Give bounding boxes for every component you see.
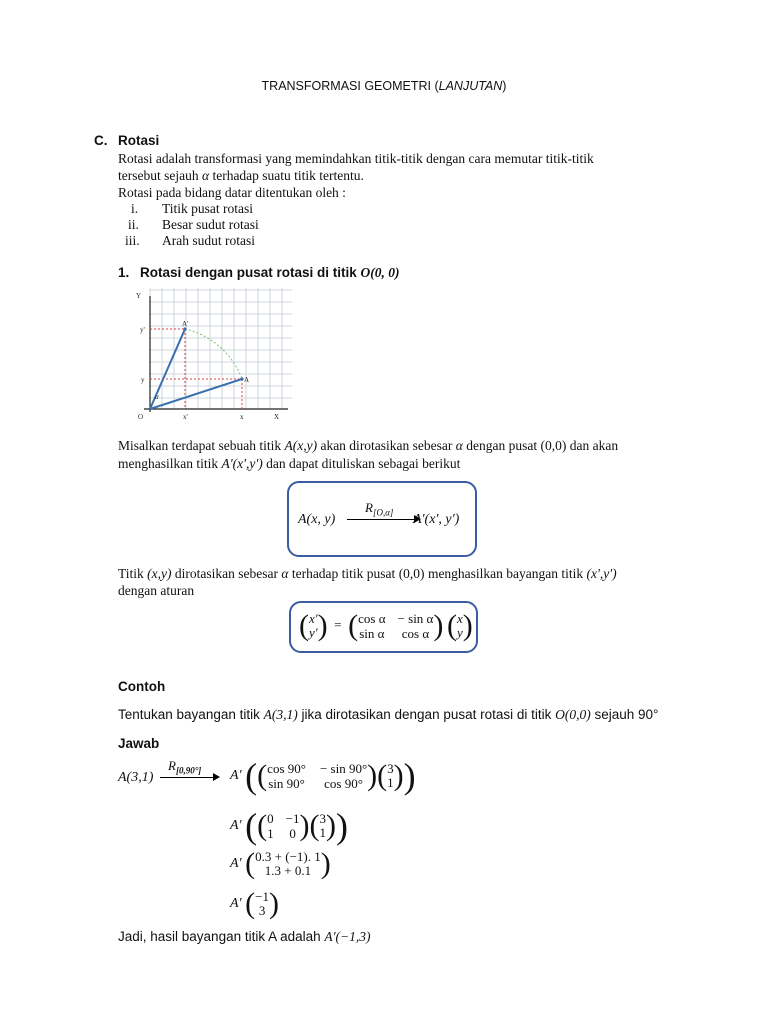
paren-left: (: [309, 809, 320, 842]
answer-operator-R: R: [168, 758, 176, 773]
map-operator-sub: [O,α]: [372, 507, 394, 518]
m-12: − sin α: [397, 611, 434, 626]
step2-vector: [310, 811, 337, 841]
paren-right: ): [326, 809, 337, 842]
intro-l2-pre: menghasilkan titik: [118, 456, 222, 471]
rotation-mapping-box: [287, 481, 477, 557]
paren-left: (: [348, 609, 359, 642]
label-A-prime: A': [182, 320, 189, 328]
rule-center: (0,0): [398, 566, 425, 581]
paren-right: ): [320, 847, 331, 880]
paren-right: ): [367, 759, 378, 792]
rule-l1-mid2: terhadap titik pusat: [288, 566, 399, 581]
paren-right: ): [336, 806, 349, 846]
subheading-1-point: O(0, 0): [360, 265, 400, 280]
rule-l1-mid: dirotasikan sebesar: [171, 566, 282, 581]
label-x-prime: x': [183, 413, 188, 421]
rhs-vector: [447, 611, 473, 641]
para-line-1: Rotasi adalah transformasi yang memindahkan titik-titik dengan cara memutar titik-titik: [118, 151, 594, 166]
m-21: sin 90°: [268, 776, 305, 791]
title-italic: LANJUTAN: [438, 79, 503, 93]
step1-matrix: [257, 761, 377, 791]
rotation-arc: [185, 329, 242, 379]
m-12: − sin 90°: [319, 761, 368, 776]
answer-image-label: A': [230, 896, 242, 911]
m-11: cos 90°: [267, 761, 306, 776]
lhs-y: y': [309, 625, 318, 640]
label-X: X: [274, 413, 280, 421]
paren-right: ): [317, 609, 328, 642]
label-y-prime: y': [140, 326, 145, 334]
answer-image-label: A': [230, 856, 242, 871]
r-1: −1: [255, 889, 270, 904]
paren-right: ): [462, 609, 473, 642]
example-heading: Contoh: [118, 679, 166, 694]
answer-step-4: [230, 889, 279, 919]
step1-group: [245, 758, 415, 794]
lhs-vector: [299, 611, 328, 641]
intro-point-A-prime: A'(x',y'): [221, 456, 263, 471]
paren-left: (: [299, 609, 309, 642]
paren-right: ): [299, 809, 310, 842]
answer-step-2: [230, 808, 348, 844]
alpha-symbol: α: [201, 168, 210, 183]
document-title: [0, 79, 768, 93]
step3-vector-values: [255, 850, 321, 878]
paren-left: (: [245, 847, 256, 880]
m-11: 0: [267, 811, 274, 826]
lhs-vector-values: [309, 612, 318, 640]
answer-step-1: [230, 758, 416, 794]
rule-line-1: [118, 566, 617, 582]
example-q-pre: Tentukan bayangan titik: [118, 707, 264, 722]
rhs-x: x: [457, 611, 463, 626]
intro-l1-pre: Misalkan terdapat sebuah titik: [118, 438, 285, 453]
rule-point: (x,y): [147, 566, 172, 581]
grid: [150, 288, 292, 410]
section-letter: C.: [94, 133, 108, 148]
para-line-2-post: terhadap suatu titik tertentu.: [209, 168, 364, 183]
intro-l1-mid2: dengan pusat: [462, 438, 541, 453]
rotation-matrix: [348, 611, 443, 641]
step1-matrix-values: [267, 761, 367, 791]
label-O: O: [138, 413, 144, 421]
paren-right: ): [269, 887, 280, 920]
answer-arrow: [160, 758, 220, 786]
step2-matrix-values: [267, 811, 299, 841]
r-1: 0.3 + (−1). 1: [255, 849, 321, 864]
map-source: A(x, y): [298, 512, 336, 527]
intro-l2-post: dan dapat dituliskan sebagai berikut: [262, 456, 461, 471]
m-22: 0: [289, 826, 296, 841]
conclusion-text: Jadi, hasil bayangan titik A adalah: [118, 929, 325, 944]
label-y: y: [141, 376, 145, 384]
step2-group: [245, 808, 348, 844]
intro-center: (0,0): [540, 438, 567, 453]
m-22: cos 90°: [324, 776, 363, 791]
m-12: −1: [285, 811, 300, 826]
equals-sign: =: [334, 617, 342, 633]
answer-heading: Jawab: [118, 736, 160, 751]
rule-line-2: dengan aturan: [118, 583, 195, 598]
intro-line-2: [118, 456, 460, 472]
subheading-1-text: Rotasi dengan pusat rotasi di titik: [140, 265, 361, 280]
rotation-matrix-values: [358, 611, 433, 641]
answer-operator-sub: [0,90°]: [175, 765, 202, 776]
paren-left: (: [257, 809, 268, 842]
step2-matrix: [257, 811, 309, 841]
list-item: Arah sudut rotasi: [162, 233, 255, 248]
map-operator-R: R: [365, 500, 373, 515]
example-point-A: A(3,1): [263, 707, 298, 722]
rotation-matrix-box: [289, 601, 478, 653]
paren-left: (: [245, 806, 258, 846]
answer-conclusion: [118, 929, 371, 945]
lhs-x: x': [309, 611, 318, 626]
label-Y: Y: [136, 292, 142, 300]
answer-step-3: [230, 849, 331, 879]
arrow-line: [347, 519, 414, 520]
paren-left: (: [245, 887, 256, 920]
paren-left: (: [245, 756, 258, 796]
map-arrow: [347, 500, 421, 530]
answer-image-label: A': [230, 768, 242, 783]
intro-l1-post: dan akan: [566, 438, 619, 453]
subheading-number: 1.: [118, 265, 130, 280]
intro-point-A: A(x,y): [284, 438, 318, 453]
m-22: cos α: [401, 626, 430, 641]
answer-operator: [168, 758, 201, 776]
step4-vector-values: [255, 890, 269, 918]
list-num: i.: [131, 201, 139, 216]
intro-l1-mid: akan dirotasikan sebesar: [317, 438, 456, 453]
example-q-post: sejauh 90°: [590, 707, 659, 722]
section-heading: Rotasi: [118, 133, 160, 148]
para-line-2-pre: tersebut sejauh: [118, 168, 202, 183]
subheading-1: [140, 265, 400, 281]
list-num: iii.: [125, 233, 140, 248]
paren-left: (: [377, 759, 388, 792]
arrow-line: [160, 777, 213, 778]
example-q-mid: jika dirotasikan dengan pusat rotasi di titik: [297, 707, 556, 722]
alpha-symbol: α: [281, 566, 289, 581]
title-close: ): [502, 79, 507, 93]
answer-source-point: A(3,1): [118, 770, 154, 785]
list-item: Titik pusat rotasi: [162, 201, 254, 216]
v-2: 1: [319, 825, 327, 840]
label-A: A: [244, 376, 250, 384]
m-21: sin α: [359, 626, 385, 641]
paren-left: (: [257, 759, 268, 792]
example-center: O(0,0): [555, 707, 591, 722]
rhs-y: y: [457, 625, 463, 640]
v-1: 3: [319, 811, 327, 826]
rotation-graph: [128, 288, 294, 422]
step4-vector: [245, 889, 279, 919]
segment-OA: [150, 379, 242, 409]
list-num: ii.: [128, 217, 139, 232]
paren-left: (: [447, 609, 457, 642]
paren-right: ): [433, 609, 444, 642]
map-operator: [365, 500, 393, 518]
v-2: 1: [387, 775, 394, 790]
rule-l1-pre: Titik: [118, 566, 148, 581]
step1-vector: [377, 761, 404, 791]
conclusion-value: A'(−1,3): [324, 929, 371, 944]
rule-l1-mid3: menghasilkan bayangan titik: [424, 566, 587, 581]
para-line-2: [118, 168, 364, 184]
r-2: 3: [258, 903, 266, 918]
rule-image-point: (x',y'): [586, 566, 617, 581]
map-target: A'(x', y'): [413, 512, 460, 527]
title-text: TRANSFORMASI GEOMETRI (: [261, 79, 439, 93]
m-11: cos α: [358, 611, 386, 626]
label-alpha: α: [155, 393, 159, 401]
example-question: [118, 707, 658, 723]
answer-image-label: A': [230, 818, 242, 833]
para-line-3: Rotasi pada bidang datar ditentukan oleh :: [118, 185, 346, 200]
paren-right: ): [393, 759, 404, 792]
list-item: Besar sudut rotasi: [162, 217, 259, 232]
m-21: 1: [267, 826, 274, 841]
r-2: 1.3 + 0.1: [264, 863, 312, 878]
v-1: 3: [387, 761, 394, 776]
matrix-equation: [299, 611, 473, 641]
step3-vector: [245, 849, 331, 879]
intro-line-1: [118, 438, 618, 454]
paren-right: ): [403, 756, 416, 796]
label-x: x: [240, 413, 244, 421]
alpha-symbol: α: [455, 438, 463, 453]
arrow-head-icon: [213, 773, 220, 781]
